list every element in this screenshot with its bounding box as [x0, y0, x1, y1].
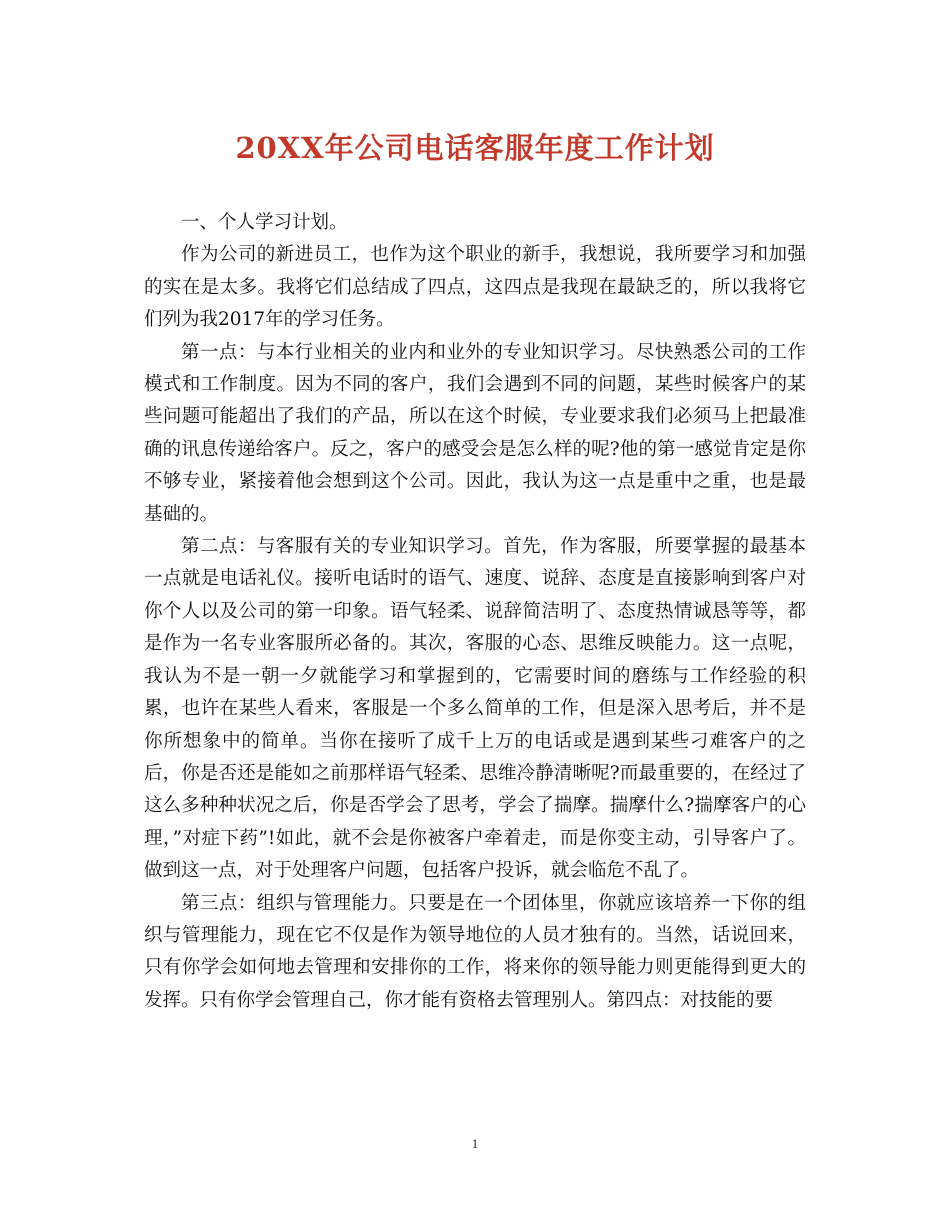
body-paragraph: 第一点：与本行业相关的业内和业外的专业知识学习。尽快熟悉公司的工作模式和工作制度。因为不同的客户，我们会遇到不同的问题，某些时候客户的某些问题可能超出了我们的产品，所以在这个时候，专业要求我们必须马上把最准确的讯息传递给客户。反之，客户的感受会是怎么样的呢?他的第一感觉肯定是你不够专业，紧接着他会想到这个公司。因此，我认为这一点是重中之重，也是最基础的。: [144, 341, 806, 525]
body-paragraph: 第三点：组织与管理能力。只要是在一个团体里，你就应该培养一下你的组织与管理能力，现在它不仅是作为领导地位的人员才独有的。当然，话说回来，只有你学会如何地去管理和安排你的工作，将来你的领导能力则更能得到更大的发挥。只有你学会管理自己，你才能有资格去管理别人。第四点：对技能的要: [144, 892, 806, 1011]
document-body: [144, 207, 806, 1017]
section-heading: 一、个人学习计划。: [181, 212, 348, 233]
page-number: 1: [471, 1136, 479, 1151]
body-paragraph: 作为公司的新进员工，也作为这个职业的新手，我想说，我所要学习和加强的实在是太多。我将它们总结成了四点，这四点是我现在最缺乏的，所以我将它们列为我2017年的学习任务。: [144, 244, 806, 331]
document-title: 20XX年公司电话客服年度工作计划: [235, 131, 715, 165]
body-paragraph: 第二点：与客服有关的专业知识学习。首先，作为客服，所要掌握的最基本一点就是电话礼仪。接听电话时的语气、速度、说辞、态度是直接影响到客户对你个人以及公司的第一印象。语气轻柔、说辞简洁明了、态度热情诚恳等等，都是作为一名专业客服所必备的。其次，客服的心态、思维反映能力。这一点呢，我认为不是一朝一夕就能学习和掌握到的，它需要时间的磨练与工作经验的积累，也许在某些人看来，客服是一个多么简单的工作，但是深入思考后，并不是你所想象中的简单。当你在接听了成千上万的电话或是遇到某些刁难客户的之后，你是否还是能如之前那样语气轻柔、思维冷静清晰呢?而最重要的，在经过了这么多种种状况之后，你是否学会了思考，学会了揣摩。揣摩什么?揣摩客户的心理，”对症下药”!如此，就不会是你被客户牵着走，而是你变主动，引导客户了。做到这一点，对于处理客户问题，包括客户投诉，就会临危不乱了。: [144, 536, 806, 882]
